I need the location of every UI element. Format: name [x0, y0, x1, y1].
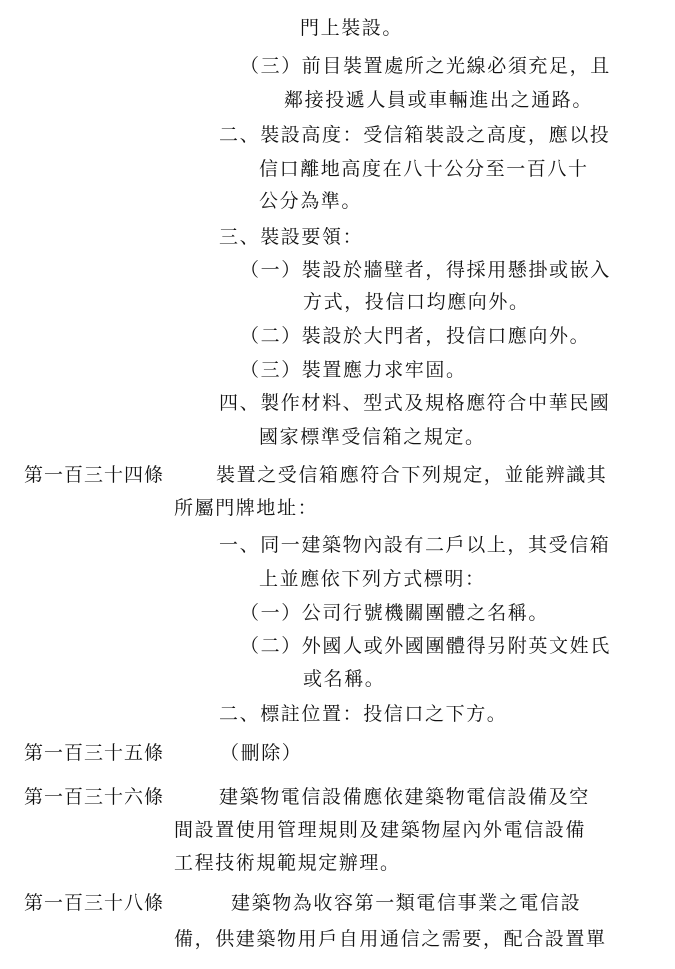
text-line: 裝置之受信箱應符合下列規定，並能辨識其: [216, 464, 608, 486]
text-line: 二、裝設高度：受信箱裝設之高度，應以投: [219, 124, 611, 146]
text-line: 方式，投信口均應向外。: [303, 291, 530, 313]
text-line: 門上裝設。: [300, 17, 404, 39]
text-line: （二）外國人或外國團體得另附英文姓氏: [240, 635, 611, 657]
text-line: 建築物電信設備應依建築物電信設備及空: [219, 786, 590, 808]
article-number: 第一百三十八條: [24, 892, 165, 914]
text-line: 建築物為收容第一類電信事業之電信設: [231, 892, 582, 914]
text-line: 鄰接投遞人員或車輛進出之通路。: [284, 89, 594, 111]
article-number: 第一百三十六條: [24, 786, 165, 808]
text-line: 公分為準。: [259, 190, 363, 212]
text-line: 二、標註位置：投信口之下方。: [219, 703, 508, 725]
text-line: （三）前目裝置處所之光線必須充足，且: [240, 55, 611, 77]
text-line: 上並應依下列方式標明：: [259, 568, 486, 590]
text-line: 國家標準受信箱之規定。: [259, 426, 486, 448]
text-line: （一）公司行號機關團體之名稱。: [240, 602, 550, 624]
text-line: 間設置使用管理規則及建築物屋內外電信設備: [174, 819, 587, 841]
text-line: （一）裝設於牆壁者，得採用懸掛或嵌入: [240, 259, 611, 281]
text-line: 四、製作材料、型式及規格應符合中華民國: [219, 392, 611, 414]
text-line: 備，供建築物用戶自用通信之需要，配合設置單: [174, 928, 607, 950]
text-line: 一、同一建築物內設有二戶以上，其受信箱: [219, 534, 611, 556]
text-line: 或名稱。: [303, 668, 386, 690]
text-line: （刪除）: [220, 742, 303, 764]
text-line: （二）裝設於大門者，投信口應向外。: [240, 325, 591, 347]
article-number: 第一百三十五條: [24, 742, 165, 764]
text-line: （三）裝置應力求牢固。: [240, 359, 467, 381]
article-number: 第一百三十四條: [24, 464, 165, 486]
text-line: 工程技術規範規定辦理。: [174, 852, 401, 874]
text-line: 信口離地高度在八十公分至一百八十: [259, 158, 589, 180]
text-line: 所屬門牌地址：: [174, 497, 319, 519]
text-line: 三、裝設要領：: [219, 226, 364, 248]
